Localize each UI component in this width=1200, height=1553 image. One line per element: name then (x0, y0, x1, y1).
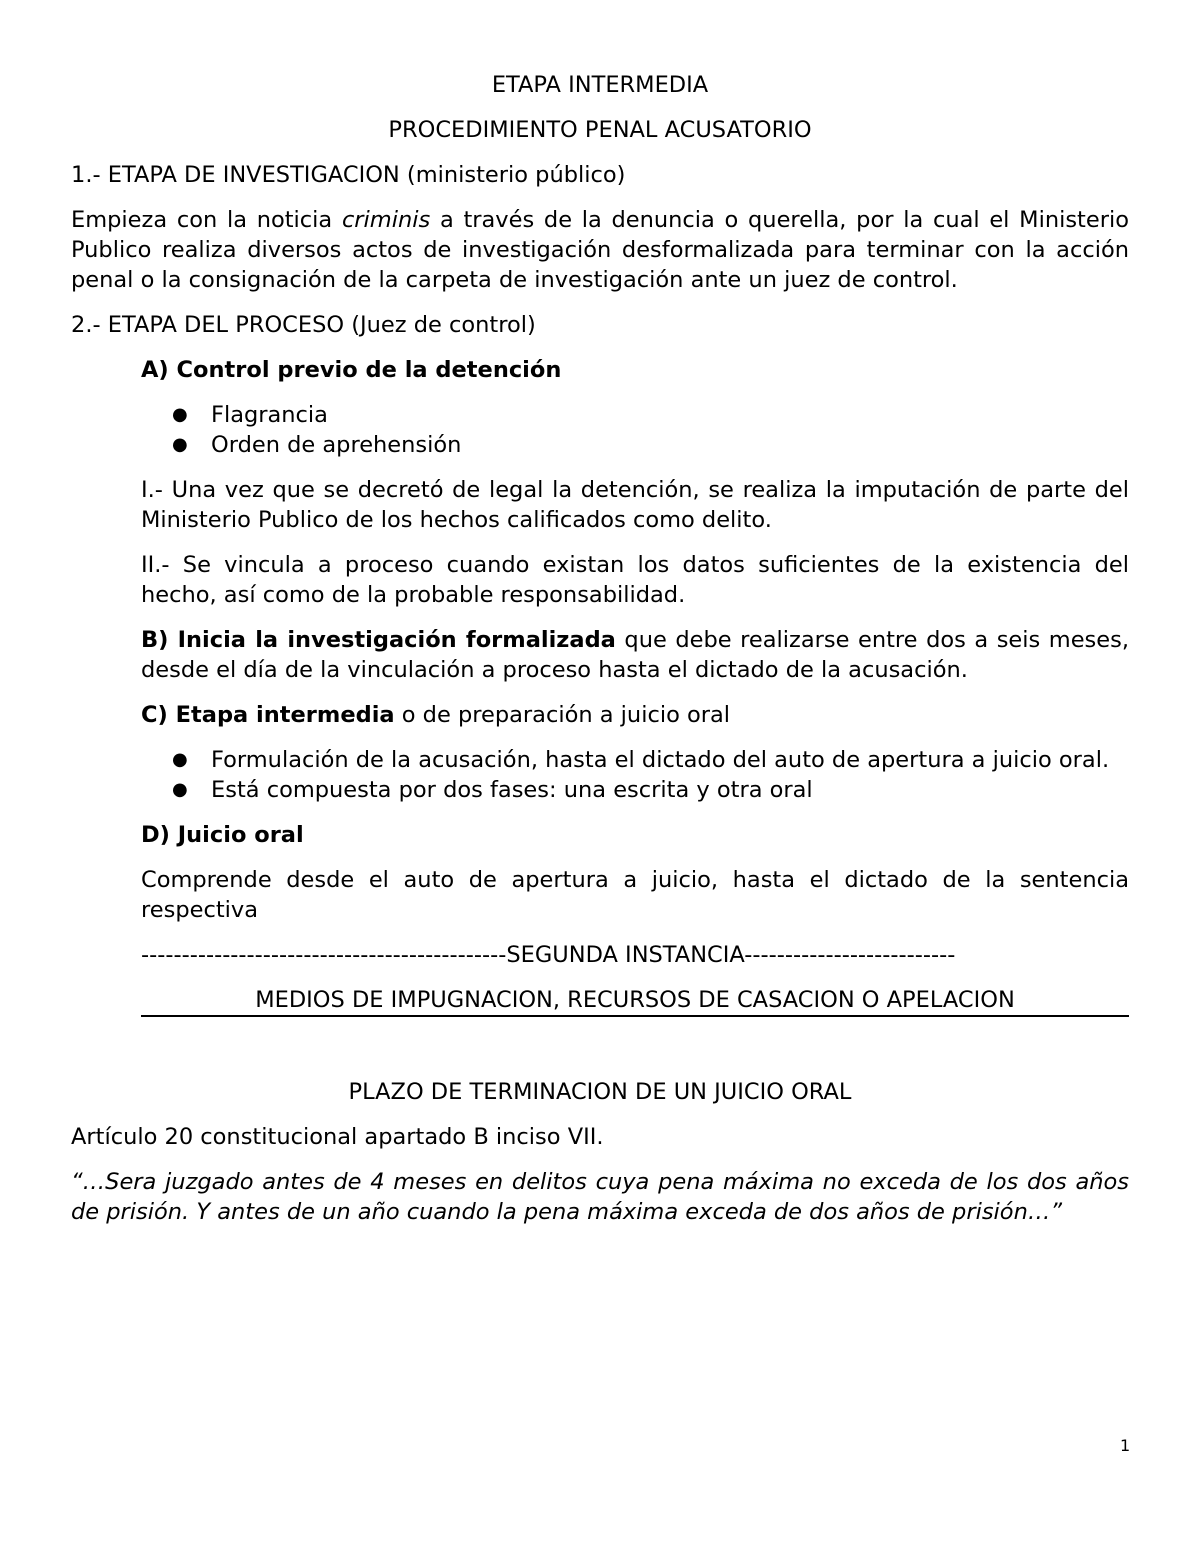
section2-heading: 2.- ETAPA DEL PROCESO (Juez de control) (71, 312, 536, 338)
appeals-heading: MEDIOS DE IMPUGNACION, RECURSOS DE CASACION O APELACION (141, 985, 1129, 1017)
list-item-text: Orden de aprehensión (211, 432, 462, 458)
document-page (71, 70, 1129, 1242)
list-item-text: Está compuesta por dos fases: una escrita y otra oral (211, 777, 813, 803)
constitutional-quote: “…Sera juzgado antes de 4 meses en delitos cuya pena máxima no exceda de los dos años de prisión. Y antes de un año cuando la pena máxima exceda de dos años de prisión…” (71, 1169, 1129, 1225)
bullet-icon: ● (172, 434, 188, 455)
paragraph-i: I.- Una vez que se decretó de legal la detención, se realiza la imputación de parte del Ministerio Publico de los hechos calificados como delito. (141, 477, 1129, 533)
page-subtitle: PROCEDIMIENTO PENAL ACUSATORIO (388, 117, 812, 143)
section1-paragraph (71, 205, 1129, 295)
article-reference: Artículo 20 constitucional apartado B inciso VII. (71, 1124, 604, 1150)
list-item (141, 775, 1129, 805)
subsection-d-text: Comprende desde el auto de apertura a juicio, hasta el dictado de la sentencia respectiva (141, 867, 1129, 923)
bullet-icon: ● (172, 779, 188, 800)
section1-heading: 1.- ETAPA DE INVESTIGACION (ministerio público) (71, 162, 626, 188)
list-item (141, 430, 1129, 460)
list-item (141, 745, 1129, 775)
list-item-text: Formulación de la acusación, hasta el dictado del auto de apertura a juicio oral. (211, 747, 1110, 773)
section1-text-end: a través de la denuncia o querella, por la cual el Ministerio Publico realiza diversos actos de investigación desformalizada para terminar con la acción penal o la consignación de la carpeta de investigación ante un juez de control. (71, 207, 1129, 293)
spacer (71, 1017, 1129, 1077)
list-item-text: Flagrancia (211, 402, 328, 428)
subsection-b-heading: B) Inicia la investigación formalizada (141, 627, 616, 653)
page-title: ETAPA INTERMEDIA (491, 72, 709, 98)
subsection-b-paragraph (141, 625, 1129, 685)
list-item (141, 400, 1129, 430)
bullet-icon: ● (172, 404, 188, 425)
plazo-heading: PLAZO DE TERMINACION DE UN JUICIO ORAL (348, 1079, 852, 1105)
criminis-term: criminis (341, 207, 431, 233)
page-number: 1 (1120, 1436, 1131, 1455)
subsection-c-text: o de preparación a juicio oral (394, 702, 731, 728)
subsection-a-heading: A) Control previo de la detención (141, 357, 562, 383)
subsection-c-paragraph (141, 700, 1129, 730)
subsection-d-heading: D) Juicio oral (141, 822, 304, 848)
subsection-a-list (141, 400, 1129, 460)
subsection-c-list (141, 745, 1129, 805)
paragraph-ii: II.- Se vincula a proceso cuando existan los datos suficientes de la existencia del hecho, así como de la probable responsabilidad. (141, 552, 1129, 608)
subsection-c-heading: C) Etapa intermedia (141, 702, 395, 728)
subsection-b-text: que debe realizarse entre dos a seis meses, desde el día de la vinculación a proceso hasta el dictado de la acusación. (141, 627, 1129, 683)
section1-text-start: Empieza con la noticia (71, 207, 342, 233)
second-instance-divider: ---------------------------------------------SEGUNDA INSTANCIA-------------------------- (141, 942, 956, 968)
bullet-icon: ● (172, 749, 188, 770)
